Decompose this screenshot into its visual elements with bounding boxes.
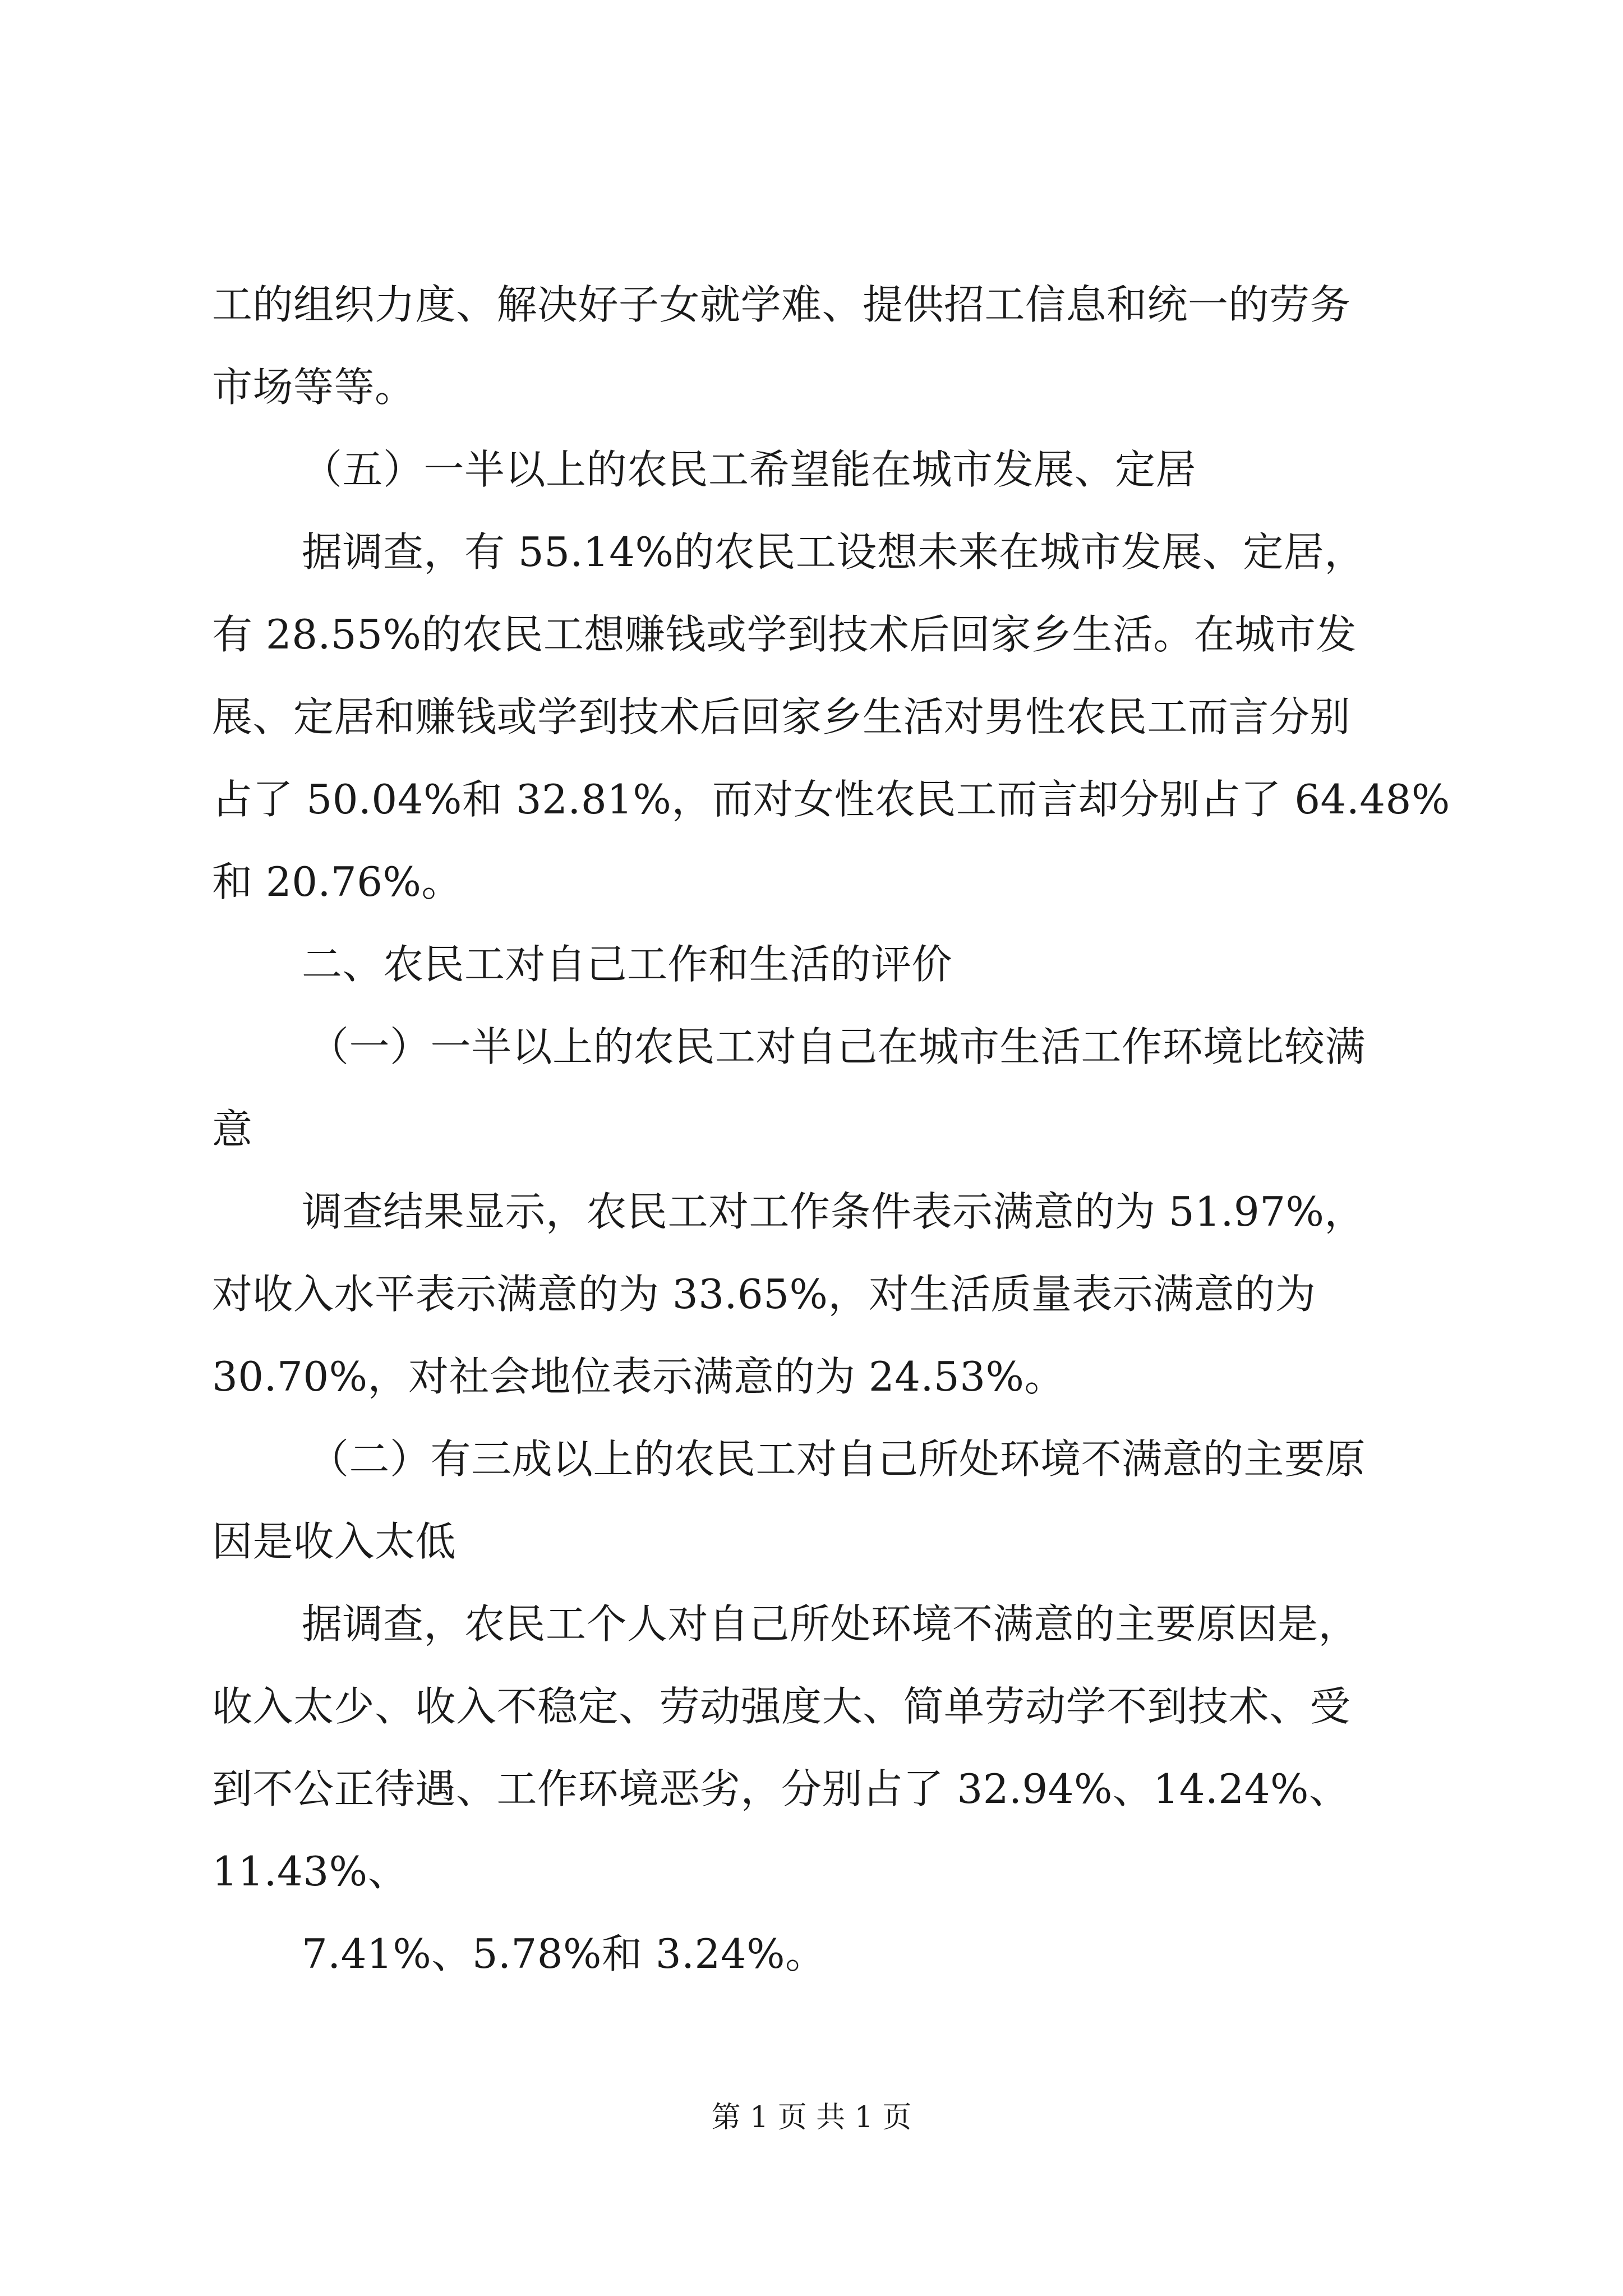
section-heading-5: （五）一半以上的农民工希望能在城市发展、定居 (302, 446, 1197, 493)
document-body (212, 264, 1450, 1995)
text-line-5: 有 28.55%的农民工想赚钱或学到技术后回家乡生活。在城市发 (212, 611, 1357, 658)
text-line-7: 占了 50.04%和 32.81%，而对女性农民工而言却分别占了 64.48% (212, 776, 1450, 823)
text-line-13: 对收入水平表示满意的为 33.65%，对生活质量表示满意的为 (212, 1271, 1316, 1318)
text-line-2: 市场等等。 (212, 364, 416, 411)
text-line-18: 收入太少、收入不稳定、劳动强度大、简单劳动学不到技术、受 (212, 1683, 1351, 1730)
text-line-11: 意 (212, 1106, 253, 1153)
text-line-20: 11.43%、 (212, 1848, 409, 1895)
page-number-label: 第 1 页 共 1 页 (711, 2101, 912, 2134)
text-line-16: 因是收入太低 (212, 1518, 457, 1565)
section-heading-2: （二）有三成以上的农民工对自己所处环境不满意的主要原 (308, 1435, 1366, 1483)
text-line-21: 7.41%、5.78%和 3.24%。 (302, 1930, 826, 1977)
text-line-4: 据调查，有 55.14%的农民工设想未来在城市发展、定居， (302, 528, 1365, 576)
text-line-19: 到不公正待遇、工作环境恶劣，分别占了 32.94%、14.24%、 (212, 1765, 1350, 1812)
page-footer (0, 2098, 1623, 2137)
text-line-1: 工的组织力度、解决好子女就学难、提供招工信息和统一的劳务 (212, 281, 1351, 328)
text-line-17: 据调查，农民工个人对自己所处环境不满意的主要原因是， (302, 1600, 1359, 1648)
text-line-14: 30.70%，对社会地位表示满意的为 24.53%。 (212, 1353, 1065, 1400)
text-line-6: 展、定居和赚钱或学到技术后回家乡生活对男性农民工而言分别 (212, 693, 1351, 740)
chapter-heading-2: 二、农民工对自己工作和生活的评价 (302, 941, 953, 988)
text-line-12: 调查结果显示，农民工对工作条件表示满意的为 51.97%， (302, 1188, 1365, 1235)
section-heading-1: （一）一半以上的农民工对自己在城市生活工作环境比较满 (308, 1023, 1366, 1070)
text-line-8: 和 20.76%。 (212, 858, 462, 905)
